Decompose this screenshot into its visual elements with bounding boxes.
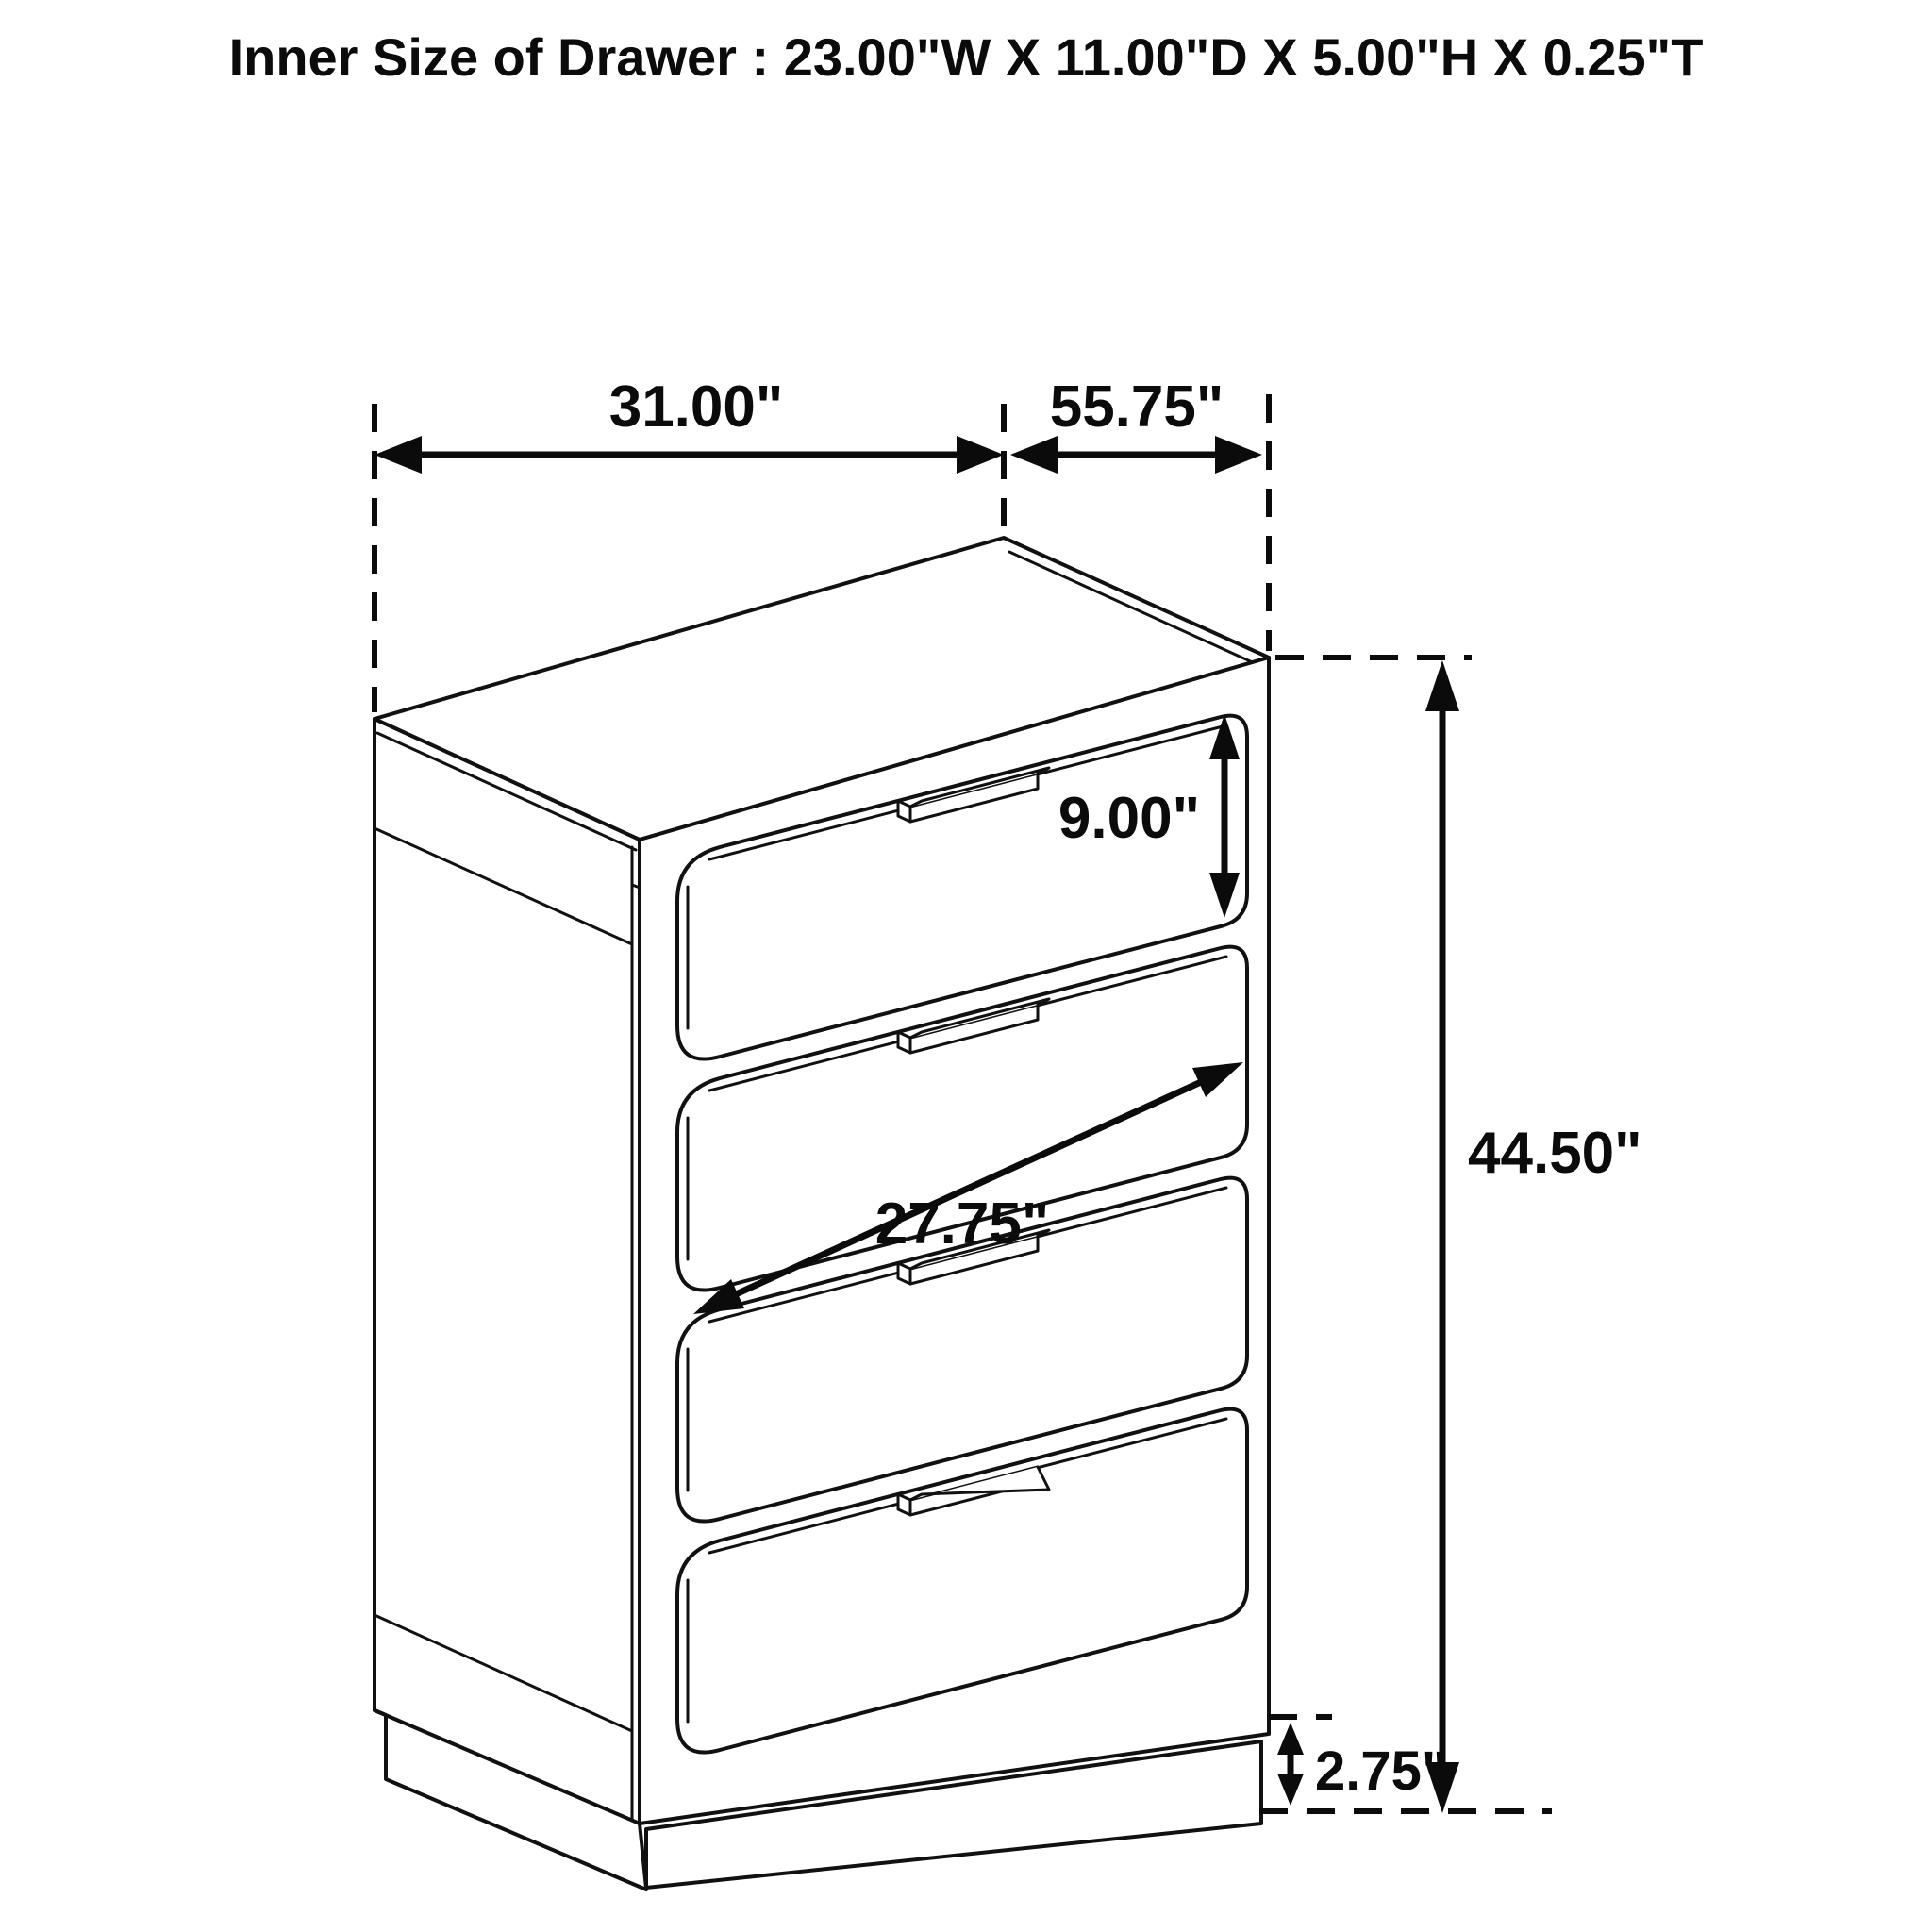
- arrowhead-left-icon: [1010, 436, 1058, 474]
- chest-drawing: [375, 538, 1269, 1890]
- arrowhead-up-icon: [1277, 1723, 1304, 1755]
- arrowhead-up-icon: [1425, 660, 1459, 711]
- arrowhead-right-icon: [957, 436, 1004, 474]
- arrowhead-right-icon: [1215, 436, 1262, 474]
- dimension-label-top-depth: 55.75": [1049, 375, 1224, 440]
- dimension-top-width: [375, 375, 1004, 474]
- dimension-overall-height: [1425, 660, 1642, 1813]
- arrowhead-down-icon: [1277, 1774, 1304, 1806]
- chest-side-panel: [375, 719, 640, 1824]
- page-title: Inner Size of Drawer : 23.00"W X 11.00"D X 5.00"H X 0.25"T: [228, 27, 1704, 87]
- dimension-base-height: [1277, 1723, 1447, 1806]
- dimension-label-overall-height: 44.50": [1468, 1121, 1642, 1186]
- dimension-top-depth: [1010, 375, 1262, 474]
- dimension-label-drawer-width: 27.75": [874, 1191, 1050, 1257]
- dimension-label-top-width: 31.00": [608, 375, 784, 440]
- dimension-label-drawer-height: 9.00": [1058, 786, 1200, 851]
- arrowhead-left-icon: [375, 436, 422, 474]
- dimension-label-base-height: 2.75": [1315, 1740, 1448, 1802]
